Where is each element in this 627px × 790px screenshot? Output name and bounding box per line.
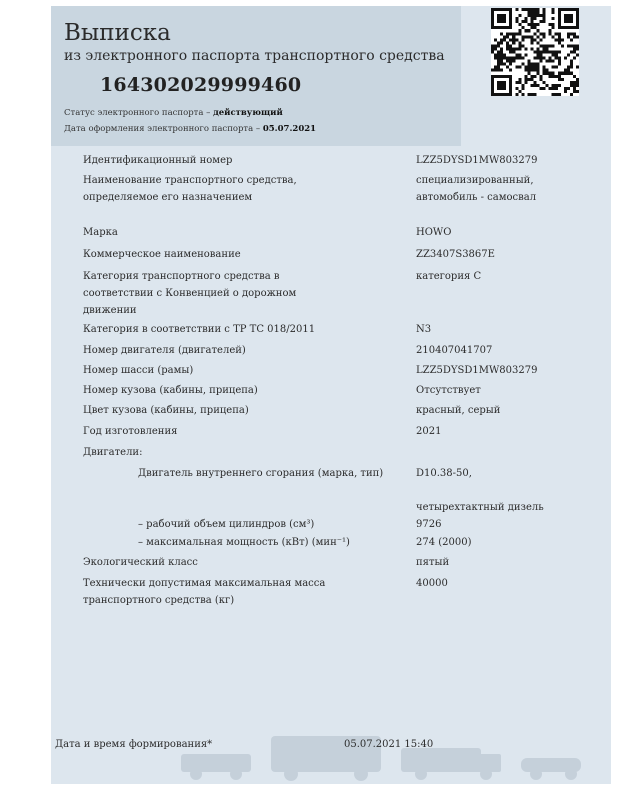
qr-code: [491, 8, 579, 96]
field-label: Двигатели:: [83, 447, 143, 458]
field-value: пятый: [416, 557, 450, 568]
field-value: 210407041707: [416, 345, 493, 356]
field-label: Технически допустимая максимальная масса транспортного средства (кг): [83, 578, 326, 606]
field-value: 274 (2000): [416, 537, 472, 548]
field-value: D10.38-50, четырехтактный дизель: [416, 468, 544, 513]
document-title: Выписка: [64, 20, 171, 46]
field-label: – максимальная мощность (кВт) (мин⁻¹): [138, 537, 350, 548]
field-value: специализированный, автомобиль - самосвал: [416, 175, 537, 203]
status-label: Статус электронного паспорта –: [64, 108, 214, 118]
field-value: 40000: [416, 578, 448, 589]
passport-number: 164302029999460: [100, 74, 302, 96]
field-value: HOWO: [416, 227, 452, 238]
field-value: красный, серый: [416, 405, 501, 416]
field-label: Категория транспортного средства в соответствии с Конвенцией о дорожном движении: [83, 271, 297, 316]
generated-at-label: Дата и время формирования*: [55, 739, 213, 750]
field-value: категория С: [416, 271, 482, 282]
field-label: Коммерческое наименование: [83, 249, 241, 260]
field-label: Категория в соответствии с ТР ТС 018/2011: [83, 324, 316, 335]
field-value: ZZ3407S3867E: [416, 249, 495, 260]
document-subtitle: из электронного паспорта транспортного средства: [64, 48, 445, 64]
field-label: Цвет кузова (кабины, прицепа): [83, 405, 249, 416]
vehicle-passport-extract: [51, 6, 611, 784]
generated-at-value: 05.07.2021 15:40: [344, 739, 434, 750]
field-label: Номер двигателя (двигателей): [83, 345, 246, 356]
field-value: LZZ5DYSD1MW803279: [416, 365, 538, 376]
field-value: N3: [416, 324, 432, 335]
date-value: 05.07.2021: [262, 124, 317, 134]
field-label: – рабочий объем цилиндров (см³): [138, 519, 315, 530]
field-value: Отсутствует: [416, 385, 481, 396]
vehicles-watermark: [171, 724, 611, 784]
field-label: Двигатель внутреннего сгорания (марка, тип): [138, 468, 384, 479]
field-label: Марка: [83, 227, 118, 238]
field-label: Идентификационный номер: [83, 155, 233, 166]
field-value: 9726: [416, 519, 442, 530]
field-value: LZZ5DYSD1MW803279: [416, 155, 538, 166]
field-label: Экологический класс: [83, 557, 198, 568]
passport-status: [64, 108, 283, 118]
date-label: Дата оформления электронного паспорта –: [64, 124, 263, 134]
field-label: Номер шасси (рамы): [83, 365, 194, 376]
field-value: 2021: [416, 426, 442, 437]
field-label: Год изготовления: [83, 426, 178, 437]
field-label: Номер кузова (кабины, прицепа): [83, 385, 258, 396]
qr-modules: [491, 8, 579, 96]
status-value: действующий: [213, 108, 283, 118]
field-label: Наименование транспортного средства, определяемое его назначением: [83, 175, 297, 203]
passport-date: [64, 124, 316, 134]
